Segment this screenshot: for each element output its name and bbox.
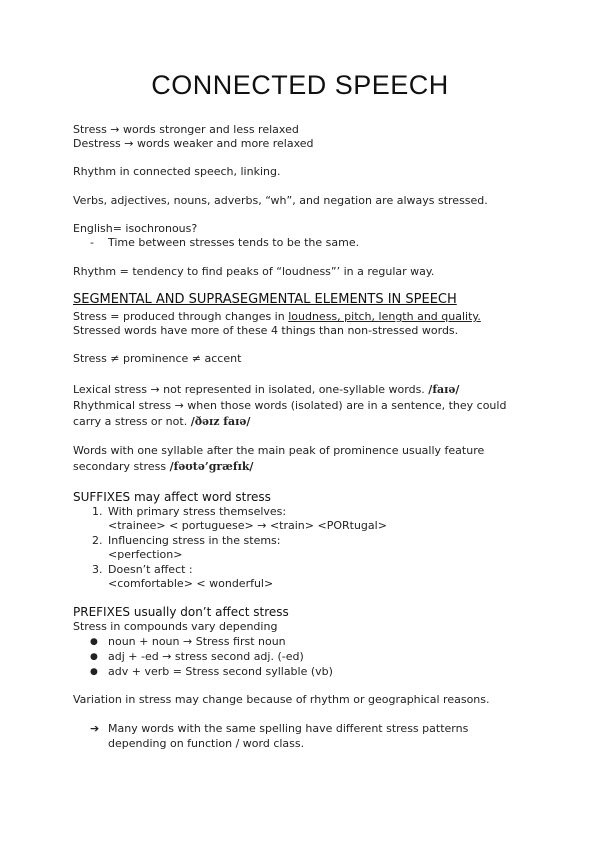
stress-definition-text: Stress = produced through changes in	[73, 310, 289, 323]
bullet-2-marker: ●	[90, 652, 98, 662]
prominence-line: Stress ≠ prominence ≠ accent	[73, 352, 242, 365]
suffix-item-2-marker: 2.	[92, 534, 103, 547]
lexical-ipa: /faɪə/	[428, 383, 460, 396]
compound-bullet-2: adj + -ed → stress second adj. (-ed)	[108, 650, 304, 663]
suffix-item-1-example: <trainee> < portuguese> → <train> <PORtugal>	[108, 519, 387, 532]
rhythm-linking-line: Rhythm in connected speech, linking.	[73, 165, 281, 178]
carry-stress-text: carry a stress or not.	[73, 415, 191, 428]
carry-stress-line	[73, 415, 250, 429]
suffixes-heading: SUFFIXES may affect word stress	[73, 490, 271, 504]
compound-bullet-3: adv + verb = Stress second syllable (vb)	[108, 665, 333, 678]
destress-line: Destress → words weaker and more relaxed	[73, 137, 314, 150]
secondary-ipa: /fəʊtə’græfɪk/	[169, 460, 254, 473]
one-syllable-line: Words with one syllable after the main peak of prominence usually feature	[73, 444, 485, 457]
prefixes-heading: PREFIXES usually don’t affect stress	[73, 605, 289, 619]
english-bullet: Time between stresses tends to be the same.	[108, 236, 360, 249]
suffix-item-3-example: <comfortable> < wonderful>	[108, 577, 274, 590]
always-stressed-line: Verbs, adjectives, nouns, adverbs, “wh”, and negation are always stressed.	[73, 194, 488, 207]
suffix-item-3-marker: 3.	[92, 563, 103, 576]
stressed-words-line: Stressed words have more of these 4 things than non-stressed words.	[73, 324, 459, 337]
compound-bullet-1: noun + noun → Stress first noun	[108, 635, 286, 648]
arrow-marker: ➔	[90, 722, 100, 735]
lexical-stress-line	[73, 383, 459, 397]
suffix-item-3: Doesn’t affect :	[108, 563, 193, 576]
suffix-item-2-example: <perfection>	[108, 548, 183, 561]
lexical-stress-text: Lexical stress → not represented in isolated, one-syllable words.	[73, 383, 429, 396]
rhythm-definition-line: Rhythm = tendency to find peaks of “loudness”’ in a regular way.	[73, 265, 435, 278]
variation-line: Variation in stress may change because of rhythm or geographical reasons.	[73, 693, 490, 706]
stress-qualities: loudness, pitch, length and quality.	[288, 310, 481, 323]
secondary-stress-text: secondary stress	[73, 460, 170, 473]
rhythmical-stress-line: Rhythmical stress → when those words (isolated) are in a sentence, they could	[73, 399, 507, 412]
carry-ipa: /ðəɪz faɪə/	[190, 415, 251, 428]
compounds-line: Stress in compounds vary depending	[73, 620, 278, 633]
bullet-1-marker: ●	[90, 637, 98, 647]
suffix-item-1-marker: 1.	[92, 505, 103, 518]
arrow-line-1: Many words with the same spelling have different stress patterns	[108, 722, 469, 735]
bullet-3-marker: ●	[90, 667, 98, 677]
stress-definition-line	[73, 310, 481, 324]
segmental-heading: SEGMENTAL AND SUPRASEGMENTAL ELEMENTS IN SPEECH	[73, 292, 457, 307]
dash-marker: -	[90, 236, 94, 249]
suffix-item-1: With primary stress themselves:	[108, 505, 287, 518]
suffix-item-2: Influencing stress in the stems:	[108, 534, 281, 547]
stress-line: Stress → words stronger and less relaxed	[73, 123, 299, 136]
english-question-line: English= isochronous?	[73, 222, 198, 235]
arrow-line-2: depending on function / word class.	[108, 737, 305, 750]
secondary-stress-line	[73, 460, 253, 474]
page-title: CONNECTED SPEECH	[151, 70, 449, 100]
